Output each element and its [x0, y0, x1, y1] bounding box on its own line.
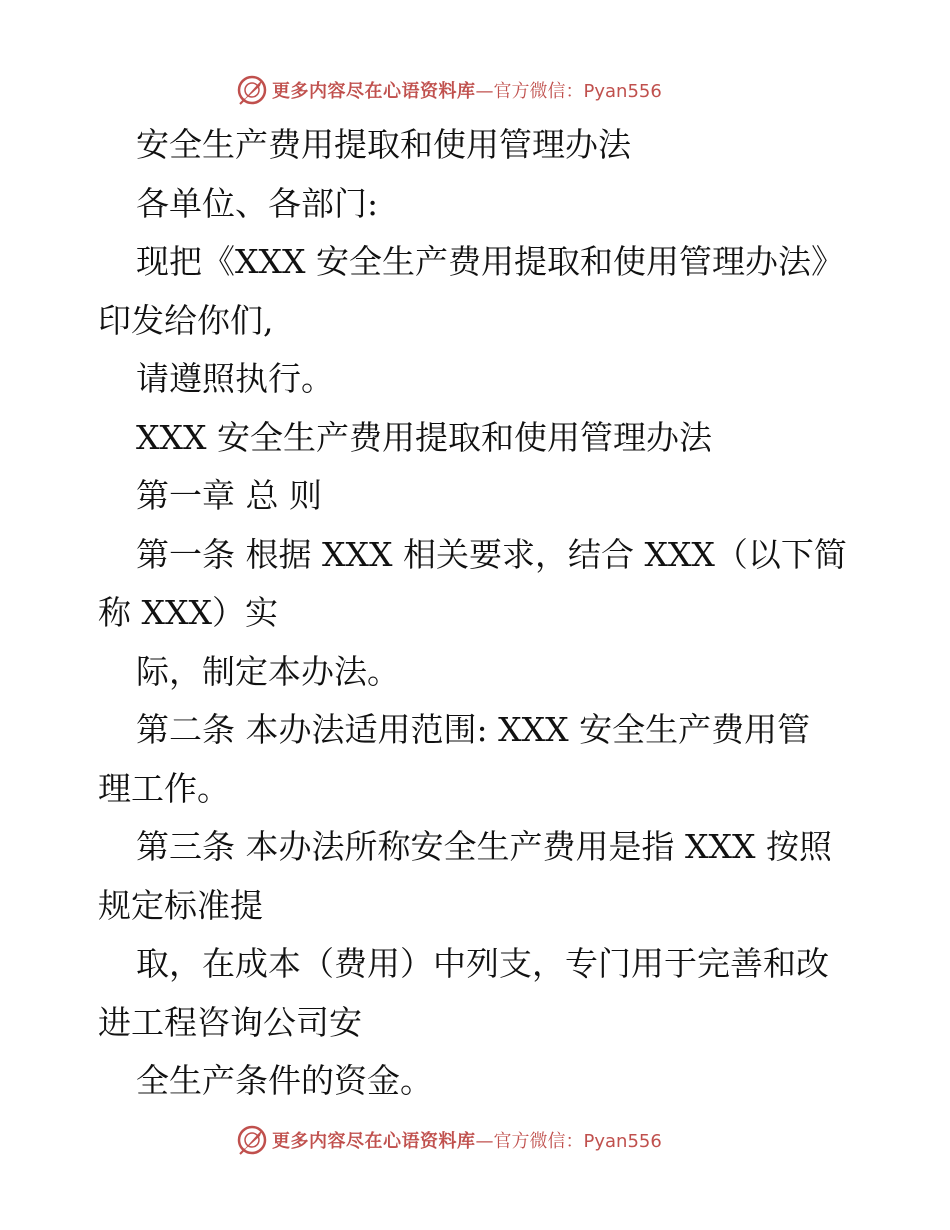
article-line: 称 XXX）实: [98, 593, 278, 632]
watermark-header: [236, 72, 662, 108]
watermark-tail-text: —官方微信：Pyan556: [475, 81, 662, 102]
article-line: 第一条 根据 XXX 相关要求，结合 XXX（以下简: [136, 534, 847, 574]
article-line: 理工作。: [98, 768, 230, 808]
doc-salutation: 各单位、各部门:: [136, 183, 379, 223]
doc-line: 请遵照执行。: [136, 359, 334, 398]
article-line: 规定标准提: [98, 885, 263, 925]
doc-line: 现把《XXX 安全生产费用提取和使用管理办法》: [136, 242, 844, 281]
article-line: 取，在成本（费用）中列支，专门用于完善和改: [136, 944, 829, 983]
doc-subtitle: XXX 安全生产费用提取和使用管理办法: [136, 417, 712, 457]
watermark-footer: [236, 1122, 662, 1158]
article-line: 全生产条件的资金。: [136, 1061, 433, 1100]
quill-badge-icon: [236, 74, 268, 106]
article-line: 第三条 本办法所称安全生产费用是指 XXX 按照: [136, 827, 832, 866]
quill-badge-icon: [236, 1124, 268, 1156]
watermark-lead-text: 更多内容尽在心语资料库: [272, 81, 476, 102]
chapter-heading: 第一章 总 则: [136, 476, 322, 515]
doc-line: 印发给你们,: [98, 300, 274, 340]
article-line: 进工程咨询公司安: [98, 1002, 362, 1042]
article-line: 际，制定本办法。: [136, 651, 400, 691]
doc-title: 安全生产费用提取和使用管理办法: [136, 125, 631, 164]
article-line: 第二条 本办法适用范围: XXX 安全生产费用管: [136, 710, 811, 749]
watermark-tail-text: —官方微信：Pyan556: [475, 1131, 662, 1152]
watermark-lead-text: 更多内容尽在心语资料库: [272, 1131, 476, 1152]
document-body: [98, 116, 858, 1111]
